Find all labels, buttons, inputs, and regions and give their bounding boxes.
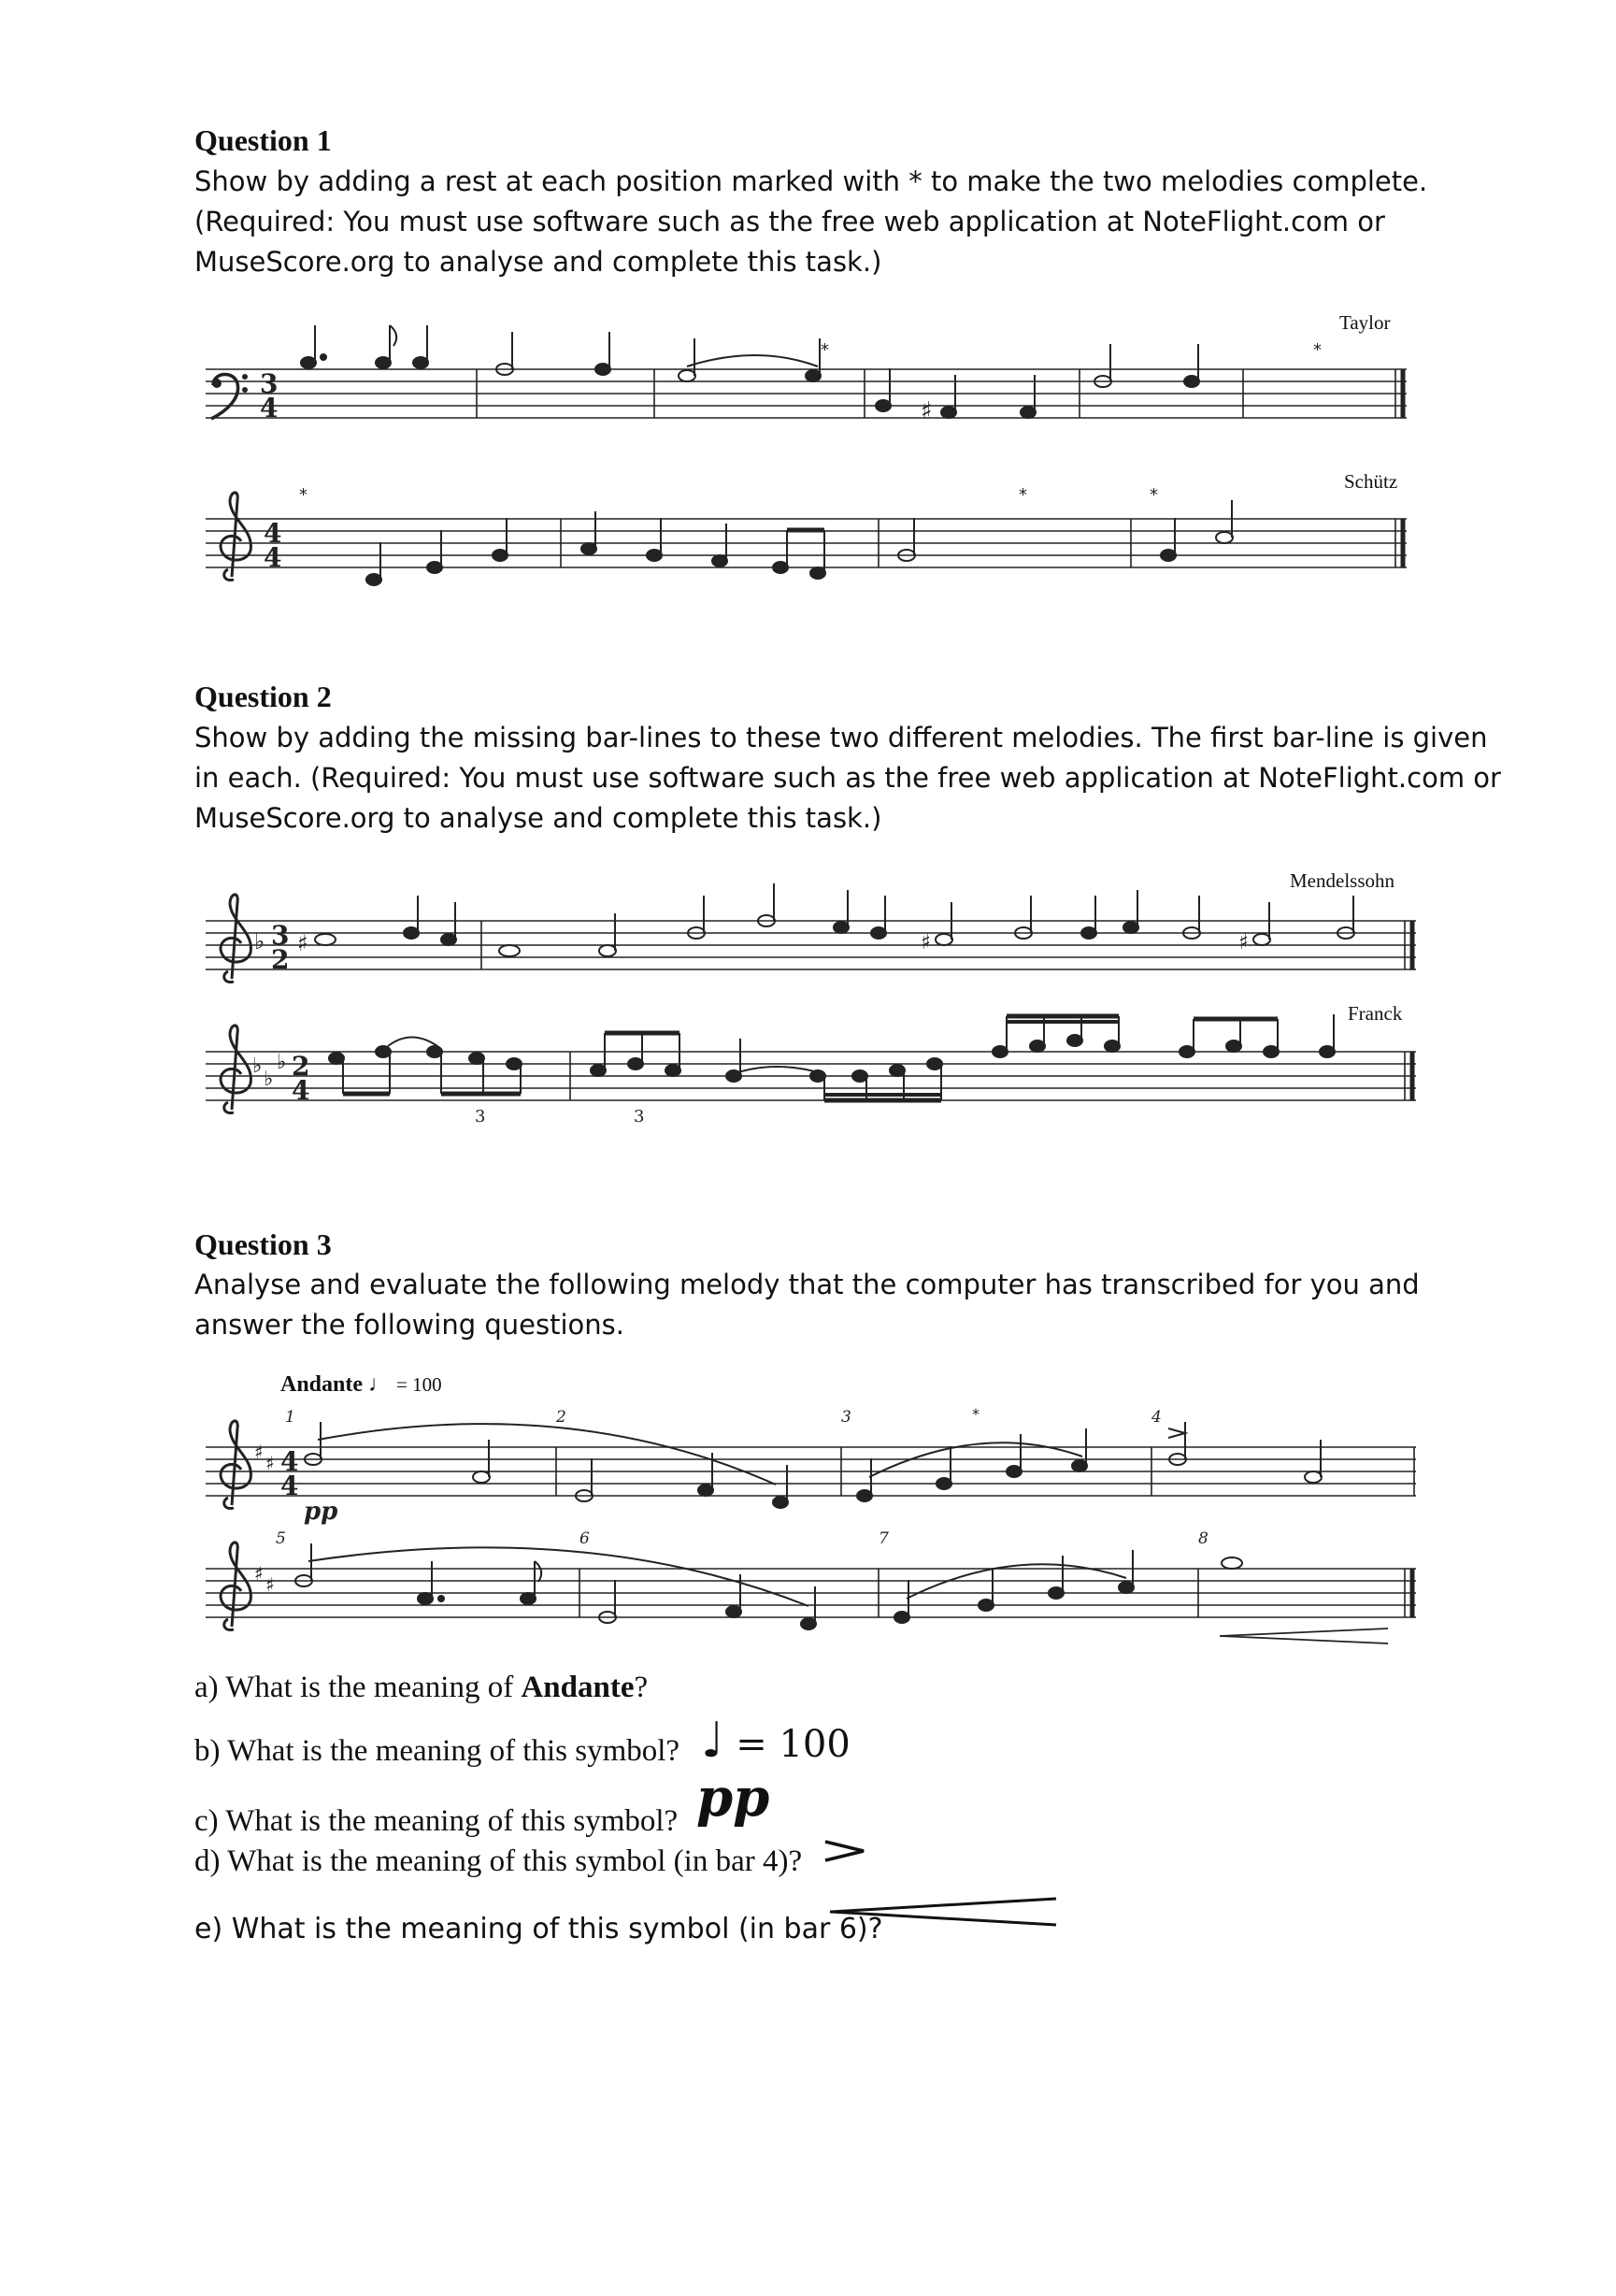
- question-b: b) What is the meaning of this symbol?: [194, 1734, 680, 1768]
- instruction-line: Show by adding the missing bar-lines to these two different melodies. The first bar-line is given: [194, 722, 1488, 753]
- tempo-symbol: [701, 1713, 851, 1769]
- bar-number: 2: [556, 1408, 566, 1427]
- tempo-value: = 100: [396, 1373, 442, 1396]
- question-2-instructions: [194, 718, 1501, 839]
- bar-number: 6: [579, 1529, 590, 1548]
- tempo-word: Andante: [280, 1372, 364, 1397]
- instruction-line: Analyse and evaluate the following melody that the computer has transcribed for you and: [194, 1269, 1420, 1300]
- staff-franck: [196, 1005, 1421, 1136]
- svg-text:4: 4: [264, 542, 282, 573]
- svg-text:♯: ♯: [1238, 931, 1249, 954]
- staff-schutz: [196, 472, 1411, 594]
- svg-text:♯: ♯: [921, 397, 933, 425]
- staff-q3-line1: [196, 1402, 1421, 1533]
- svg-text:4: 4: [292, 1075, 310, 1106]
- question-2-heading: Question 2: [194, 680, 332, 713]
- dynamic-pp: pp: [304, 1498, 338, 1526]
- bar-number: 8: [1198, 1529, 1208, 1548]
- svg-text:♭: ♭: [252, 1055, 263, 1078]
- svg-text:4: 4: [280, 1471, 299, 1501]
- pp-symbol: pp: [696, 1767, 770, 1829]
- instruction-line: Show by adding a rest at each position marked with * to make the two melodies complete.: [194, 165, 1428, 197]
- question-c: c) What is the meaning of this symbol?: [194, 1804, 679, 1838]
- triplet-number: 3: [634, 1107, 645, 1126]
- staff-mendelssohn: [196, 874, 1421, 996]
- question-3-heading: Question 3: [194, 1227, 332, 1261]
- question-1-heading: Question 1: [194, 123, 332, 157]
- svg-text:2: 2: [292, 1051, 310, 1082]
- svg-text:♯: ♯: [265, 1452, 275, 1474]
- bar-number: 7: [879, 1529, 889, 1548]
- composer-franck: Franck: [1348, 1002, 1403, 1025]
- svg-text:♯: ♯: [254, 1441, 264, 1463]
- svg-text:♭: ♭: [277, 1051, 287, 1074]
- question-d: d) What is the meaning of this symbol (in bar 4)?: [194, 1844, 803, 1878]
- tempo-marking: [280, 1372, 442, 1398]
- time-sig-top: 3: [260, 368, 279, 399]
- svg-text:4: 4: [280, 1446, 299, 1477]
- svg-text:♭: ♭: [264, 1068, 274, 1091]
- question-e: e) What is the meaning of this symbol (in bar 6)?: [194, 1913, 883, 1945]
- staff-q3-line2: [196, 1524, 1421, 1664]
- svg-text:♭: ♭: [254, 928, 265, 954]
- staff-taylor: [196, 318, 1411, 449]
- tempo-symbol-value: = 100: [736, 1723, 851, 1766]
- svg-text:*: *: [1019, 485, 1027, 505]
- svg-text:4: 4: [264, 518, 282, 549]
- svg-text:3: 3: [271, 920, 290, 951]
- time-sig-bottom: 4: [260, 393, 279, 423]
- instruction-line: (Required: You must use software such as the free web application at NoteFlight.com or: [194, 206, 1385, 237]
- crescendo-hairpin-icon: [827, 1893, 1061, 1930]
- question-1-instructions: [194, 162, 1437, 282]
- quarter-note-icon: ♩: [701, 1713, 724, 1769]
- crescendo-hairpin-icon: [1220, 1629, 1388, 1643]
- bar-number: 3: [841, 1408, 851, 1427]
- composer-taylor: Taylor: [1339, 311, 1391, 334]
- svg-text:*: *: [299, 485, 307, 505]
- instruction-line: in each. (Required: You must use software such as the free web application at NoteFlight.com or: [194, 762, 1501, 794]
- composer-mendelssohn: Mendelssohn: [1290, 869, 1394, 892]
- svg-text:♯: ♯: [921, 931, 931, 954]
- svg-text:♯: ♯: [254, 1562, 264, 1585]
- rest-asterisk: *: [1313, 340, 1322, 360]
- instruction-line: MuseScore.org to analyse and complete this task.): [194, 246, 882, 278]
- svg-text:*: *: [972, 1405, 980, 1423]
- bar-number: 4: [1151, 1408, 1162, 1427]
- svg-text:2: 2: [271, 944, 290, 975]
- question-a: a) What is the meaning of Andante?: [194, 1671, 649, 1704]
- accent-icon: [822, 1837, 869, 1865]
- bar-number: 1: [285, 1408, 295, 1427]
- composer-schutz: Schütz: [1344, 470, 1398, 493]
- instruction-line: answer the following questions.: [194, 1309, 624, 1341]
- bar-number: 5: [276, 1529, 286, 1548]
- question-3-instructions: [194, 1265, 1437, 1345]
- rest-asterisk: *: [821, 340, 829, 360]
- svg-text:♯: ♯: [265, 1573, 275, 1596]
- triplet-number: 3: [475, 1107, 486, 1126]
- instruction-line: MuseScore.org to analyse and complete this task.): [194, 802, 882, 834]
- quarter-note-icon: ♩: [368, 1372, 392, 1397]
- accent-icon: [1168, 1428, 1185, 1438]
- svg-text:♯: ♯: [297, 930, 308, 956]
- svg-text:*: *: [1150, 485, 1158, 505]
